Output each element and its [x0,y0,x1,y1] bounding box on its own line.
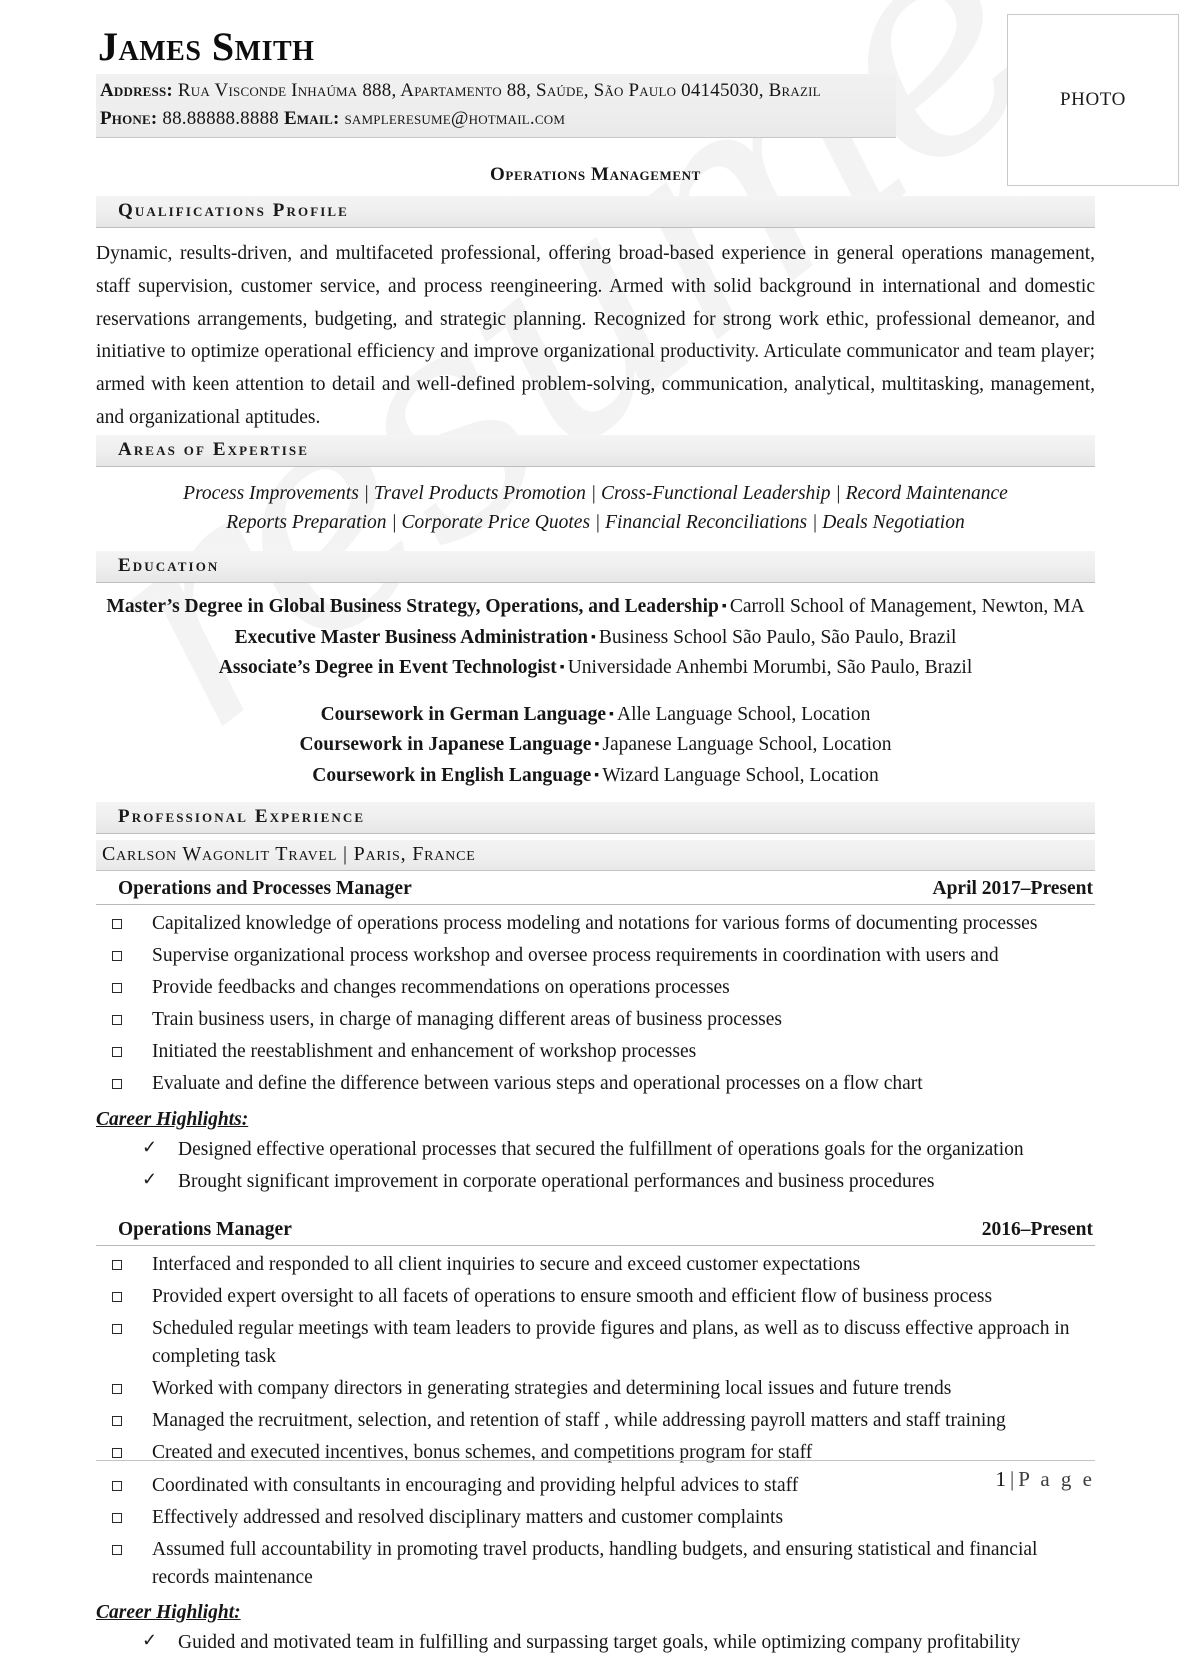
contact-block [96,74,896,138]
job-bullet: Evaluate and define the difference between various steps and operational processes on a flow chart [96,1070,1095,1098]
job-title-row [96,873,1095,905]
degree-title: Associate’s Degree in Event Technologist [218,657,557,679]
section-heading-education: Education [96,551,1095,583]
career-highlight-item: ✓ Guided and motivated team in fulfilling and surpassing target goals, while optimizing company profitability [96,1628,1095,1657]
coursework-item [96,731,1095,759]
job-bullet: Managed the recruitment, selection, and retention of staff , while addressing payroll matters and staff training [96,1407,1095,1435]
bullet-separator-icon: ▪ [721,599,727,615]
email-value: sampleresume@hotmail.com [344,108,566,130]
bullet-separator-icon: ▪ [594,767,600,783]
bullet-separator-icon: ▪ [590,629,596,645]
job-bullet-list [96,910,1095,1098]
job-bullet: Worked with company directors in generating strategies and determining local issues and future trends [96,1375,1095,1403]
job-bullet: Effectively addressed and resolved disciplinary matters and customer complaints [96,1504,1095,1532]
job-bullet: Initiated the reestablishment and enhancement of workshop processes [96,1038,1095,1066]
career-highlight-item: ✓ Brought significant improvement in corporate operational performances and business procedures [96,1167,1095,1196]
phone-email-line [100,105,896,133]
address-line [100,77,896,105]
photo-placeholder-label: PHOTO [1060,89,1126,110]
coursework-title: Coursework in English Language [312,764,592,786]
coursework-institution: Japanese Language School, Location [602,734,892,756]
coursework-institution: Alle Language School, Location [617,703,871,725]
phone-value: 88.88888.8888 [162,108,279,130]
company-name-bar: Carlson Wagonlit Travel | Paris, France [96,840,1095,871]
job-bullet: Assumed full accountability in promoting travel products, handling budgets, and ensuring statistical and financial records maintenance [96,1536,1095,1592]
section-heading-expertise: Areas of Expertise [96,435,1095,467]
address-label: Address: [100,80,173,101]
job-bullet: Created and executed incentives, bonus schemes, and competitions program for staff [96,1439,1095,1467]
education-coursework [96,701,1095,790]
degree-institution: Business School São Paulo, São Paulo, Brazil [598,626,957,648]
address-value: Rua Visconde Inhaúma 888, Apartamento 88, Saúde, São Paulo 04145030, Brazil [177,80,821,101]
education-item [96,593,1095,621]
career-highlights-label: Career Highlight: [96,1601,241,1623]
degree-title: Executive Master Business Administration [234,626,588,648]
coursework-title: Coursework in German Language [320,703,607,725]
phone-label: Phone: [100,108,158,130]
career-highlights-list [96,1135,1095,1197]
resume-body [96,164,1095,1657]
email-label: Email: [283,108,340,130]
job-dates: 2016–Present [981,1219,1093,1240]
job-title-row [96,1214,1095,1246]
coursework-institution: Wizard Language School, Location [602,764,879,786]
resume-header [96,0,1126,138]
job-title: Operations Manager [118,1219,292,1240]
page-footer [96,1460,1095,1492]
section-heading-experience: Professional Experience [96,802,1095,834]
bullet-separator-icon: ▪ [594,737,600,753]
job-title: Operations and Processes Manager [118,878,412,900]
job-bullet: Supervise organizational process workshop and oversee process requirements in coordination with users and [96,942,1095,970]
job-dates: April 2017–Present [932,878,1093,900]
target-job-title: Operations Management [490,164,701,186]
degree-institution: Universidade Anhembi Morumbi, São Paulo, Brazil [567,657,973,679]
job-bullet: Train business users, in charge of managing different areas of business processes [96,1006,1095,1034]
bullet-separator-icon: ▪ [559,660,565,676]
photo-placeholder-box [1007,14,1179,186]
section-heading-qualifications: Qualifications Profile [96,196,1095,228]
education-item [96,624,1095,652]
expertise-list [96,479,1095,538]
job-bullet: Provide feedbacks and changes recommendations on operations processes [96,974,1095,1002]
job-bullet: Coordinated with consultants in encouraging and providing helpful advices to staff [96,1472,1095,1500]
career-highlight-item: ✓ Designed effective operational processes that secured the fulfillment of operations goals for the organization [96,1135,1095,1164]
coursework-title: Coursework in Japanese Language [299,734,592,756]
degree-institution: Carroll School of Management, Newton, MA [729,596,1085,618]
expertise-row: Reports Preparation | Corporate Price Quotes | Financial Reconciliations | Deals Negotiation [226,511,965,533]
degree-title: Master’s Degree in Global Business Strategy, Operations, and Leadership [106,596,719,618]
bullet-separator-icon: ▪ [609,706,614,722]
candidate-name: James Smith [98,24,315,69]
career-highlights-label: Career Highlights: [96,1108,249,1130]
coursework-item [96,701,1095,729]
footer-divider: | [1009,1467,1015,1491]
footer-page-word: P a g e [1018,1467,1095,1491]
expertise-row: Process Improvements | Travel Products Promotion | Cross-Functional Leadership | Record Maintenance [183,482,1008,504]
job-bullet: Interfaced and responded to all client inquiries to secure and exceed customer expectations [96,1251,1095,1279]
qualifications-paragraph: Dynamic, results-driven, and multifaceted professional, offering broad-based experience in general operations management, staff supervision, customer service, and process reengineering. Armed with solid background in international and domestic reservations arrangements, budgeting, and strategic planning. Recognized for strong work ethic, professional demeanor, and initiative to optimize operational efficiency and improve organizational productivity. Articulate communicator and team player; armed with keen attention to detail and well-defined problem-solving, communication, analytical, multitasking, management, and organizational aptitudes. [96,243,1095,428]
job-bullet: Scheduled regular meetings with team leaders to provide figures and plans, as well as to discuss effective approach in completing task [96,1315,1095,1371]
footer-page-number: 1 [995,1467,1006,1491]
job-bullet: Capitalized knowledge of operations process modeling and notations for various forms of documenting processes [96,910,1095,938]
coursework-item [96,762,1095,790]
education-degrees [96,593,1095,682]
job-bullet-list [96,1251,1095,1592]
job-bullet: Provided expert oversight to all facets of operations to ensure smooth and efficient flow of business process [96,1283,1095,1311]
education-item [96,654,1095,682]
career-highlights-list [96,1628,1095,1657]
